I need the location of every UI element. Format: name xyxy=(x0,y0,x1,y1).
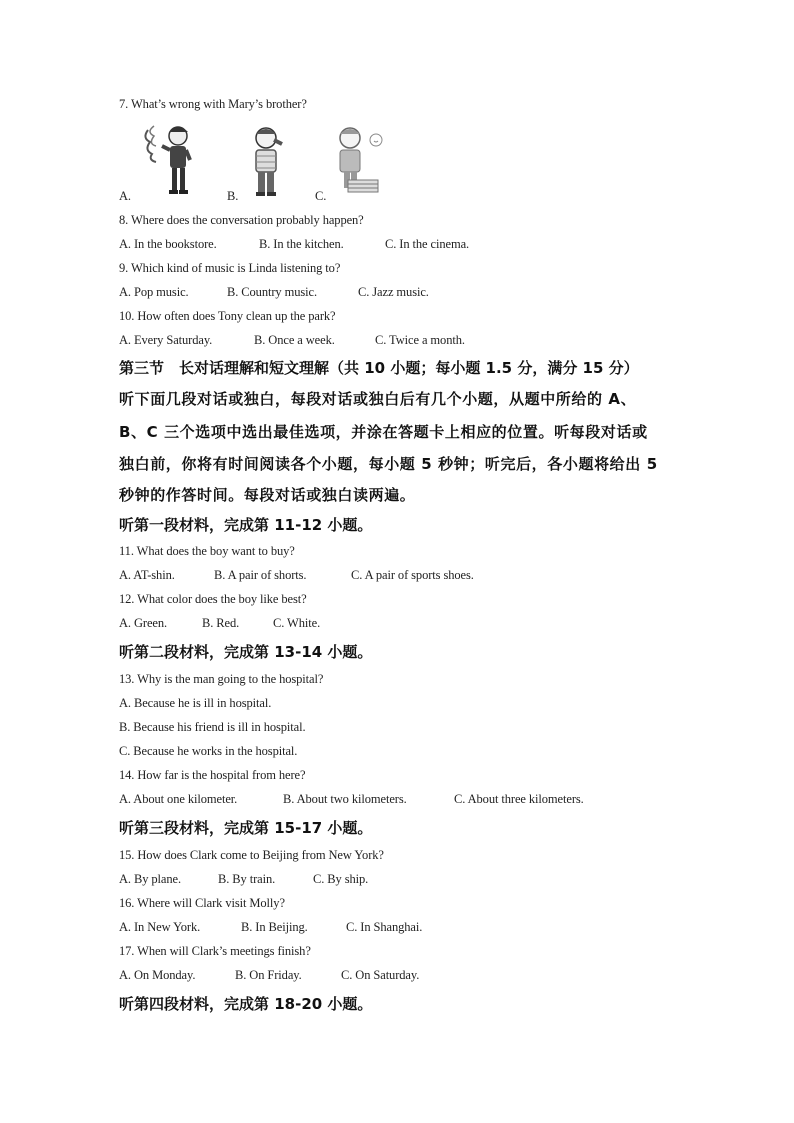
option-7a[interactable]: A. xyxy=(119,189,131,203)
option-9a[interactable]: A. Pop music. xyxy=(119,285,189,299)
section-3-instructions-line-4: 秒钟的作答时间。每段对话或独白读两遍。 xyxy=(119,486,416,504)
option-17a[interactable]: A. On Monday. xyxy=(119,968,196,982)
option-10c[interactable]: C. Twice a month. xyxy=(375,333,465,347)
question-12: 12. What color does the boy like best? xyxy=(119,592,307,606)
question-7: 7. What’s wrong with Mary’s brother? xyxy=(119,97,307,111)
question-13: 13. Why is the man going to the hospital? xyxy=(119,672,324,686)
option-7b[interactable]: B. xyxy=(227,189,239,203)
option-14b[interactable]: B. About two kilometers. xyxy=(283,792,407,806)
boy-with-cake-icon xyxy=(330,124,386,198)
option-16b[interactable]: B. In Beijing. xyxy=(241,920,308,934)
section-3-instructions-line-2: B、C 三个选项中选出最佳选项，并涂在答题卡上相应的位置。听每段对话或 xyxy=(119,423,648,441)
part-1-heading: 听第一段材料，完成第 11-12 小题。 xyxy=(119,516,373,534)
coughing-boy-icon xyxy=(138,120,200,198)
part-3-heading: 听第三段材料，完成第 15-17 小题。 xyxy=(119,819,373,837)
option-15b[interactable]: B. By train. xyxy=(218,872,276,886)
option-17c[interactable]: C. On Saturday. xyxy=(341,968,420,982)
option-9c[interactable]: C. Jazz music. xyxy=(358,285,429,299)
option-7c[interactable]: C. xyxy=(315,189,327,203)
section-3-instructions-line-1: 听下面几段对话或独白，每段对话或独白后有几个小题，从题中所给的 A、 xyxy=(119,390,637,408)
option-8b[interactable]: B. In the kitchen. xyxy=(259,237,344,251)
option-10a[interactable]: A. Every Saturday. xyxy=(119,333,213,347)
option-11a[interactable]: A. AT-shin. xyxy=(119,568,175,582)
option-15c[interactable]: C. By ship. xyxy=(313,872,369,886)
option-10b[interactable]: B. Once a week. xyxy=(254,333,335,347)
option-13b[interactable]: B. Because his friend is ill in hospital. xyxy=(119,720,306,734)
question-11: 11. What does the boy want to buy? xyxy=(119,544,295,558)
part-4-heading: 听第四段材料，完成第 18-20 小题。 xyxy=(119,995,373,1013)
option-16c[interactable]: C. In Shanghai. xyxy=(346,920,423,934)
question-9: 9. Which kind of music is Linda listening to? xyxy=(119,261,341,275)
option-11b[interactable]: B. A pair of shorts. xyxy=(214,568,307,582)
option-14a[interactable]: A. About one kilometer. xyxy=(119,792,238,806)
option-13c[interactable]: C. Because he works in the hospital. xyxy=(119,744,298,758)
option-12b[interactable]: B. Red. xyxy=(202,616,240,630)
option-9b[interactable]: B. Country music. xyxy=(227,285,317,299)
option-12a[interactable]: A. Green. xyxy=(119,616,168,630)
option-14c[interactable]: C. About three kilometers. xyxy=(454,792,584,806)
toothache-boy-icon xyxy=(244,124,292,200)
question-15: 15. How does Clark come to Beijing from New York? xyxy=(119,848,384,862)
option-13a[interactable]: A. Because he is ill in hospital. xyxy=(119,696,272,710)
option-11c[interactable]: C. A pair of sports shoes. xyxy=(351,568,474,582)
part-2-heading: 听第二段材料，完成第 13-14 小题。 xyxy=(119,643,373,661)
option-12c[interactable]: C. White. xyxy=(273,616,321,630)
question-17: 17. When will Clark’s meetings finish? xyxy=(119,944,311,958)
option-16a[interactable]: A. In New York. xyxy=(119,920,201,934)
option-17b[interactable]: B. On Friday. xyxy=(235,968,302,982)
option-8c[interactable]: C. In the cinema. xyxy=(385,237,470,251)
question-14: 14. How far is the hospital from here? xyxy=(119,768,306,782)
question-16: 16. Where will Clark visit Molly? xyxy=(119,896,285,910)
question-8: 8. Where does the conversation probably happen? xyxy=(119,213,364,227)
option-15a[interactable]: A. By plane. xyxy=(119,872,181,886)
question-10: 10. How often does Tony clean up the park? xyxy=(119,309,336,323)
option-8a[interactable]: A. In the bookstore. xyxy=(119,237,217,251)
section-3-title: 第三节 长对话理解和短文理解（共 10 小题；每小题 1.5 分，满分 15 分） xyxy=(119,359,639,377)
section-3-instructions-line-3: 独白前，你将有时间阅读各个小题，每小题 5 秒钟；听完后，各小题将给出 5 xyxy=(119,455,658,473)
